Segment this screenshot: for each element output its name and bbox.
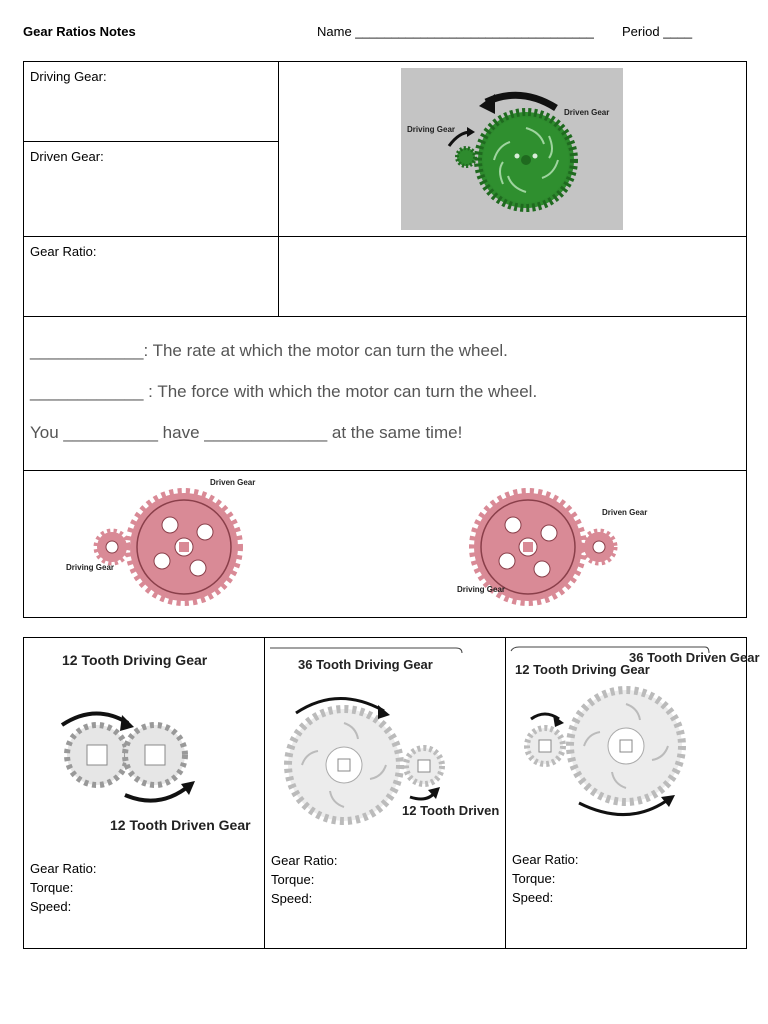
torque-line: Torque: bbox=[271, 872, 315, 887]
driven-gear-label: Driven Gear: bbox=[30, 149, 104, 164]
divider bbox=[23, 236, 747, 237]
driving-gear-icon bbox=[457, 148, 475, 166]
top-caption: 12 Tooth Driving Gear bbox=[62, 652, 208, 668]
example-3-answers bbox=[512, 850, 578, 907]
divider bbox=[23, 470, 747, 471]
divider bbox=[23, 141, 279, 142]
driving-gear-caption: Driving Gear bbox=[66, 563, 115, 572]
divider bbox=[264, 637, 265, 949]
torque-line: Torque: bbox=[512, 871, 556, 886]
speed-line: Speed: bbox=[271, 891, 313, 906]
fill-in-tradeoff: You __________ have _____________ at the same time! bbox=[30, 423, 463, 442]
example-2-answers bbox=[271, 851, 337, 908]
divider bbox=[23, 316, 747, 317]
speed-line: Speed: bbox=[512, 890, 554, 905]
green-gear-image bbox=[401, 68, 623, 230]
fill-in-speed: ____________: The rate at which the motor can turn the wheel. bbox=[30, 341, 508, 360]
pink-gears-left bbox=[60, 475, 260, 613]
fill-in-torque: ____________ : The force with which the motor can turn the wheel. bbox=[30, 382, 538, 401]
driving-gear-caption: Driving Gear bbox=[407, 125, 456, 134]
gear-ratio-line: Gear Ratio: bbox=[512, 852, 579, 867]
divider bbox=[278, 61, 279, 316]
driving-gear-label: Driving Gear: bbox=[30, 69, 107, 84]
driven-gear-caption: Driven Gear bbox=[602, 508, 648, 517]
bottom-caption: 12 Tooth Driven bbox=[402, 803, 500, 818]
top-caption: 36 Tooth Driving Gear bbox=[298, 657, 433, 672]
top-caption-right: 36 Tooth Driven Gear bbox=[629, 650, 760, 665]
gear-ratio-line: Gear Ratio: bbox=[271, 853, 338, 868]
arrow-icon bbox=[125, 785, 190, 801]
gear-ratio-line: Gear Ratio: bbox=[30, 861, 97, 876]
speed-line: Speed: bbox=[30, 899, 72, 914]
gear-ratio-label: Gear Ratio: bbox=[30, 244, 97, 259]
bottom-caption: 12 Tooth Driven Gear bbox=[110, 817, 251, 833]
driven-gear-caption: Driven Gear bbox=[564, 108, 610, 117]
period-field[interactable]: Period ____ bbox=[622, 24, 693, 39]
example-3-gears bbox=[509, 643, 760, 823]
driving-gear-caption: Driving Gear bbox=[457, 585, 506, 594]
page-title: Gear Ratios Notes bbox=[23, 24, 136, 39]
top-caption-left: 12 Tooth Driving Gear bbox=[515, 662, 650, 677]
driven-gear-caption: Driven Gear bbox=[210, 478, 256, 487]
name-field[interactable]: Name _________________________________ bbox=[317, 24, 594, 39]
example-2-gears bbox=[268, 645, 502, 845]
example-1-gears bbox=[40, 645, 260, 850]
torque-line: Torque: bbox=[30, 880, 74, 895]
driven-gear-icon bbox=[478, 112, 574, 208]
pink-gears-right bbox=[455, 475, 655, 613]
divider bbox=[505, 637, 506, 949]
example-1-answers bbox=[30, 859, 96, 916]
